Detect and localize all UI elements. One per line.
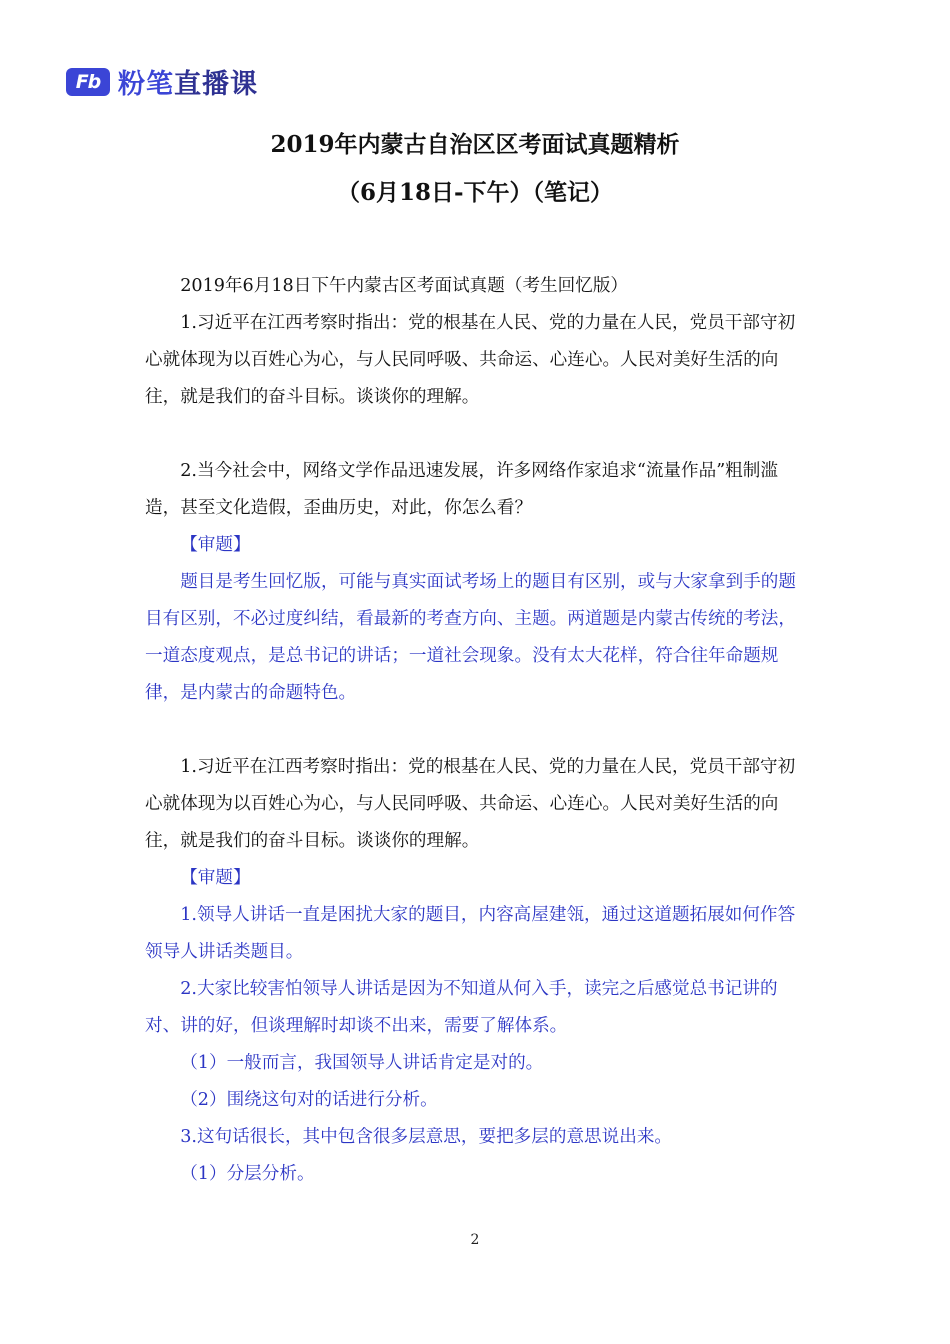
analysis-item: （2）围绕这句对的话进行分析。 xyxy=(180,1090,438,1110)
brand-logo xyxy=(66,62,258,101)
fb-logo-icon: Fb xyxy=(66,68,110,96)
brand-name-primary: 粉笔 xyxy=(118,69,174,100)
question-1: 1.习近平在江西考察时指出：党的根基在人民、党的力量在人民，党员干部守初心就体现为以百姓心为心，与人民同呼吸、共命运、心连心。人民对美好生活的向往，就是我们的奋斗目标。谈谈你的理解。 xyxy=(145,313,796,407)
review-overall: 题目是考生回忆版，可能与真实面试考场上的题目有区别，或与大家拿到手的题目有区别，不必过度纠结，看最新的考查方向、主题。两道题是内蒙古传统的考法，一道态度观点，是总书记的讲话；一道社会现象。没有太大花样，符合往年命题规律，是内蒙古的命题特色。 xyxy=(145,572,796,703)
document-subtitle: （6月18日-下午）（笔记） xyxy=(336,179,614,206)
brand-name-product: 直播课 xyxy=(174,69,258,100)
brand-name xyxy=(118,62,258,101)
analysis-item: （1）一般而言，我国领导人讲话肯定是对的。 xyxy=(180,1053,544,1073)
review-heading-2: 【审题】 xyxy=(180,868,251,888)
question-2: 2.当今社会中，网络文学作品迅速发展，许多网络作家追求“流量作品”粗制滥造，甚至文化造假，歪曲历史，对此，你怎么看？ xyxy=(145,461,778,518)
page-number: 2 xyxy=(470,1232,480,1248)
analysis-item: 3.这句话很长，其中包含很多层意思，要把多层的意思说出来。 xyxy=(180,1127,673,1147)
analysis-item: 1.领导人讲话一直是困扰大家的题目，内容高屋建瓴，通过这道题拓展如何作答领导人讲话类题目。 xyxy=(145,905,796,962)
review-heading: 【审题】 xyxy=(180,535,251,555)
intro-line: 2019年6月18日下午内蒙古区考面试真题（考生回忆版） xyxy=(180,276,629,296)
question-1-repeat: 1.习近平在江西考察时指出：党的根基在人民、党的力量在人民，党员干部守初心就体现为以百姓心为心，与人民同呼吸、共命运、心连心。人民对美好生活的向往，就是我们的奋斗目标。谈谈你的理解。 xyxy=(145,757,796,851)
document-title: 2019年内蒙古自治区区考面试真题精析 xyxy=(270,131,680,158)
spacer xyxy=(145,416,807,453)
document-body xyxy=(145,268,807,1193)
analysis-item: （1）分层分析。 xyxy=(180,1164,315,1184)
analysis-item: 2.大家比较害怕领导人讲话是因为不知道从何入手，读完之后感觉总书记讲的对、讲的好，但谈理解时却谈不出来，需要了解体系。 xyxy=(145,979,778,1036)
spacer xyxy=(145,712,807,749)
